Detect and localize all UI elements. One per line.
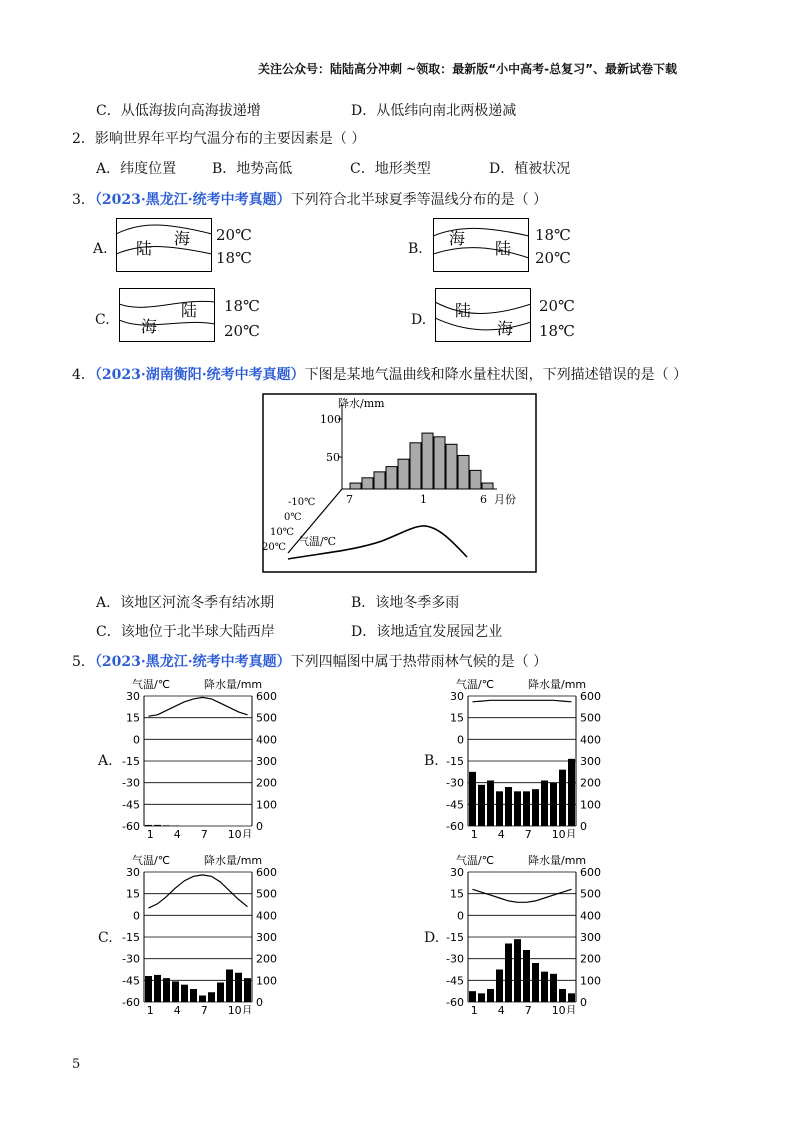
q2-stem: 2．影响世界年平均气温分布的主要因素是（ ）: [72, 131, 366, 147]
climate-chart-a: [110, 676, 280, 838]
land-label: 陆: [181, 301, 198, 320]
temp-tick-0: 0℃: [284, 512, 302, 523]
precip-bar: [208, 992, 215, 1002]
precip-bar: [505, 944, 512, 1003]
precip-tick: 200: [580, 776, 601, 790]
sea-label: 海: [449, 229, 466, 248]
precip-bar: [487, 989, 494, 1002]
precip-tick: 300: [256, 931, 277, 944]
q3-b-bottom-temp: 20℃: [535, 249, 571, 267]
precip-bar: [145, 825, 152, 826]
precip-bar: [532, 789, 539, 826]
month-tick: 4: [173, 828, 181, 838]
y-tick-100: 100: [320, 413, 341, 426]
x-tick-7: 7: [346, 493, 353, 506]
month-tick: 4: [173, 1004, 181, 1014]
precip-bar: [154, 825, 161, 826]
land-label: 陆: [495, 239, 512, 258]
q5-source: （2023·黑龙江·统考中考真题）: [94, 654, 291, 670]
precip-bar: [559, 770, 566, 826]
temp-tick: -15: [122, 755, 140, 768]
month-tick: 1: [146, 828, 154, 838]
precip-tick: 0: [256, 996, 263, 1009]
precip-tick: 200: [256, 776, 277, 790]
q3-number: 3．: [72, 192, 95, 208]
precip-bar: [478, 785, 485, 826]
climate-chart-b: [434, 676, 604, 838]
month-tick: 4: [497, 828, 505, 838]
q3-b-top-temp: 18℃: [535, 226, 571, 244]
precip-bar: [496, 970, 503, 1003]
precip-tick: 500: [580, 711, 601, 725]
q5-option-b-label: B.: [424, 753, 439, 769]
q5-option-a-label: A.: [98, 753, 113, 769]
precip-bar: [505, 787, 512, 826]
month-label: 月份: [494, 493, 516, 506]
precip-axis-label: 降水量/mm: [528, 678, 587, 691]
month-tick: 7: [200, 828, 208, 838]
temp-axis-label: 气温/℃: [456, 678, 495, 691]
precip-bar: [550, 783, 557, 826]
q3-source: （2023·黑龙江·统考中考真题）: [94, 192, 291, 208]
precip-tick: 0: [580, 820, 587, 833]
precip-bar: [422, 433, 433, 489]
page-header: 关注公众号：陆陆高分冲刺 ~领取：最新版“小中高考-总复习”、最新试卷下载: [258, 62, 677, 76]
precip-bar: [496, 791, 503, 826]
precip-tick: 100: [580, 798, 601, 812]
temp-tick: -30: [446, 776, 464, 790]
q5-stem: [72, 651, 547, 671]
month-tick: 10月: [551, 1004, 577, 1014]
precip-bar: [181, 985, 188, 1002]
precip-bar: [568, 993, 575, 1002]
q1-option-d: D．从低纬向南北两极递减: [351, 103, 517, 119]
month-tick: 7: [524, 1004, 532, 1014]
land-label: 陆: [455, 301, 472, 320]
q4-option-d: D．该地适宜发展园艺业: [351, 624, 503, 640]
temp-tick: -60: [446, 996, 464, 1009]
precip-tick: 300: [256, 755, 277, 768]
climate-chart-c: [110, 852, 280, 1014]
precip-tick: 300: [580, 931, 601, 944]
precip-bar: [235, 973, 242, 1002]
month-tick: 4: [497, 1004, 505, 1014]
q4-source: （2023·湖南衡阳·统考中考真题）: [94, 367, 305, 383]
precip-bar: [199, 996, 206, 1003]
q3-a-bottom-temp: 18℃: [216, 249, 252, 267]
precip-bar: [145, 976, 152, 1002]
q3-d-top-temp: 20℃: [539, 297, 575, 315]
q4-option-b: B．该地冬季多雨: [351, 595, 460, 611]
q3-option-d-label: D.: [411, 312, 427, 328]
y-tick-50: 50: [326, 451, 340, 464]
temp-tick: -45: [446, 798, 464, 812]
isotherm-diagram-c: [119, 288, 215, 342]
precip-tick: 200: [256, 952, 277, 966]
precip-bar: [482, 483, 493, 489]
temp-tick: -60: [122, 996, 140, 1009]
precip-bar: [386, 467, 397, 489]
precip-bar: [523, 950, 530, 1002]
temp-tick: 0: [457, 909, 464, 923]
precip-bar: [550, 974, 557, 1002]
isotherm-diagram-b: [433, 218, 529, 272]
precip-bars: [350, 433, 493, 489]
temp-tick: -60: [122, 820, 140, 833]
q3-a-top-temp: 20℃: [216, 226, 252, 244]
month-tick: 1: [470, 828, 478, 838]
temp-tick-10: 10℃: [270, 527, 294, 538]
precip-tick: 400: [256, 909, 277, 923]
month-tick: 7: [524, 828, 532, 838]
temp-tick: -30: [122, 952, 140, 966]
q4-number: 4．: [72, 367, 95, 383]
temp-tick: 30: [126, 690, 140, 703]
precip-bar: [244, 978, 251, 1002]
land-label: 陆: [136, 239, 153, 258]
temperature-curve: [473, 889, 572, 902]
precip-bar: [163, 978, 170, 1002]
precip-bar: [487, 781, 494, 827]
climate-chart-d: [434, 852, 604, 1014]
q5-option-c-label: C.: [98, 930, 113, 946]
precip-bar: [568, 759, 575, 826]
precip-tick: 100: [256, 974, 277, 988]
temp-axis-label: 气温/℃: [298, 535, 337, 548]
precip-bar: [217, 983, 224, 1003]
temp-tick: 0: [133, 733, 140, 747]
precip-tick: 400: [580, 909, 601, 923]
temp-tick: -15: [122, 931, 140, 944]
month-tick: 10月: [227, 828, 253, 838]
q3-d-bottom-temp: 18℃: [539, 322, 575, 340]
precip-tick: 100: [256, 798, 277, 812]
precip-bar: [469, 772, 476, 826]
precip-tick: 0: [580, 996, 587, 1009]
precip-bar: [514, 791, 521, 826]
precip-bar: [559, 989, 566, 1002]
sea-label: 海: [497, 319, 514, 338]
precip-bar: [469, 991, 476, 1002]
temp-axis-label: 气温/℃: [132, 854, 171, 867]
isotherm-diagram-a: [116, 218, 212, 272]
precip-bar: [398, 459, 409, 489]
q3-option-c-label: C.: [95, 312, 110, 328]
precip-bar: [532, 963, 539, 1002]
temp-axis-label: 气温/℃: [456, 854, 495, 867]
precip-bar: [446, 444, 457, 489]
precip-bar: [350, 483, 361, 489]
temp-tick: -30: [122, 776, 140, 790]
month-tick: 10月: [551, 828, 577, 838]
q3-c-bottom-temp: 20℃: [224, 322, 260, 340]
temp-tick: -45: [122, 798, 140, 812]
precip-tick: 300: [580, 755, 601, 768]
precip-tick: 600: [256, 690, 277, 703]
precip-tick: 600: [256, 866, 277, 879]
temp-tick: 0: [133, 909, 140, 923]
temperature-curve: [473, 700, 572, 702]
precip-bar: [478, 993, 485, 1002]
precip-bar: [226, 970, 233, 1003]
precip-tick: 500: [580, 887, 601, 901]
climate-chart-3d: [262, 393, 537, 573]
temp-tick: -45: [446, 974, 464, 988]
precip-tick: 400: [256, 733, 277, 747]
precip-bar: [374, 472, 385, 489]
month-tick: 7: [200, 1004, 208, 1014]
temp-tick: -30: [446, 952, 464, 966]
temp-tick-minus10: -10℃: [288, 497, 316, 508]
x-tick-6: 6: [480, 493, 487, 506]
precip-axis-label: 降水量/mm: [204, 678, 263, 691]
q4-text: 下图是某地气温曲线和降水量柱状图，下列描述错误的是（ ）: [304, 367, 688, 383]
x-tick-1: 1: [420, 493, 427, 506]
precip-bar: [410, 443, 421, 489]
month-tick: 1: [470, 1004, 478, 1014]
temp-axis-label: 气温/℃: [132, 678, 171, 691]
precip-bar: [154, 975, 161, 1002]
precip-axis-label: 降水量/mm: [204, 854, 263, 867]
sea-label: 海: [141, 317, 158, 336]
precip-bar: [362, 478, 373, 489]
precip-tick: 500: [256, 711, 277, 725]
precip-bar: [434, 437, 445, 489]
q2-option-b: B．地势高低: [212, 161, 293, 177]
q5-number: 5．: [72, 654, 95, 670]
precip-bar: [190, 989, 197, 1002]
temperature-curve: [149, 697, 248, 716]
q3-option-b-label: B.: [408, 241, 423, 257]
month-tick: 10月: [227, 1004, 253, 1014]
q2-option-d: D．植被状况: [489, 161, 571, 177]
precip-tick: 100: [580, 974, 601, 988]
temp-tick: -15: [446, 755, 464, 768]
q4-option-c: C．该地位于北半球大陆西岸: [96, 624, 275, 640]
precip-bar: [523, 791, 530, 826]
temp-tick: 15: [126, 711, 140, 725]
temp-tick: 15: [450, 711, 464, 725]
q3-option-a-label: A.: [93, 241, 108, 257]
temp-tick: 30: [450, 866, 464, 879]
precip-bar: [163, 825, 170, 826]
precip-bar: [514, 939, 521, 1002]
precip-axis-label: 降水量/mm: [528, 854, 587, 867]
temperature-curve: [149, 875, 248, 908]
precip-bar: [458, 455, 469, 489]
temp-tick-20: 20℃: [262, 542, 286, 553]
isotherm-diagram-d: [435, 288, 531, 342]
temp-tick: -45: [122, 974, 140, 988]
temp-tick: -60: [446, 820, 464, 833]
q3-stem: [72, 189, 547, 209]
temp-tick: 30: [126, 866, 140, 879]
q3-text: 下列符合北半球夏季等温线分布的是（ ）: [290, 192, 548, 208]
q4-option-a: A．该地区河流冬季有结冰期: [96, 595, 275, 611]
precip-tick: 0: [256, 820, 263, 833]
temp-tick: 0: [457, 733, 464, 747]
precip-bar: [172, 981, 179, 1002]
q5-option-d-label: D.: [424, 930, 440, 946]
precip-tick: 600: [580, 866, 601, 879]
q5-text: 下列四幅图中属于热带雨林气候的是（ ）: [290, 654, 548, 670]
q2-option-c: C．地形类型: [350, 161, 431, 177]
temp-tick: 30: [450, 690, 464, 703]
temp-tick: 15: [450, 887, 464, 901]
q1-option-c: C．从低海拔向高海拔递增: [96, 103, 261, 119]
page-number: 5: [72, 1057, 81, 1072]
precip-tick: 600: [580, 690, 601, 703]
precip-bar: [470, 470, 481, 489]
q4-stem: [72, 364, 687, 384]
precip-bar: [541, 972, 548, 1002]
precip-tick: 500: [256, 887, 277, 901]
precip-axis-label: 降水/mm: [338, 397, 385, 410]
precip-bar: [541, 781, 548, 827]
precip-tick: 200: [580, 952, 601, 966]
temp-tick: -15: [446, 931, 464, 944]
q3-c-top-temp: 18℃: [224, 297, 260, 315]
q2-option-a: A．纬度位置: [96, 161, 177, 177]
temp-tick: 15: [126, 887, 140, 901]
sea-label: 海: [174, 229, 191, 248]
month-tick: 1: [146, 1004, 154, 1014]
precip-tick: 400: [580, 733, 601, 747]
